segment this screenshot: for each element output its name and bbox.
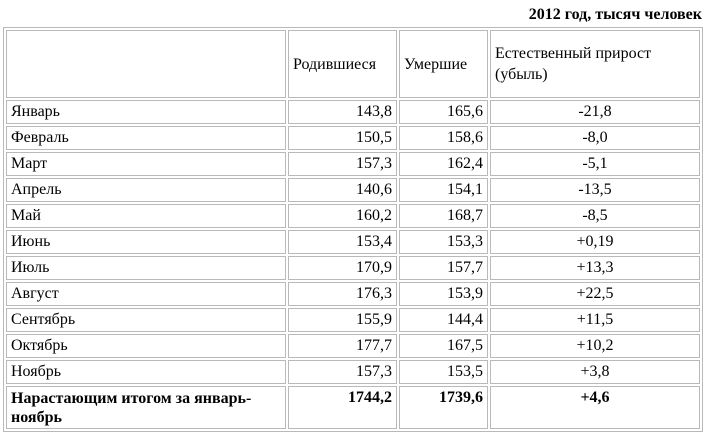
- died-cell: 158,6: [399, 126, 488, 150]
- died-cell: 144,4: [399, 308, 488, 332]
- population-table: [3, 27, 703, 432]
- header-month: [6, 30, 286, 98]
- died-cell: 157,7: [399, 256, 488, 280]
- born-cell: 176,3: [288, 282, 397, 306]
- growth-cell: +13,3: [490, 256, 700, 280]
- growth-cell: +3,8: [490, 360, 700, 384]
- born-cell: 160,2: [288, 204, 397, 228]
- month-cell: Апрель: [6, 178, 286, 202]
- born-cell: 140,6: [288, 178, 397, 202]
- died-cell: 168,7: [399, 204, 488, 228]
- total-died: 1739,6: [399, 386, 488, 429]
- growth-cell: -13,5: [490, 178, 700, 202]
- died-cell: 167,5: [399, 334, 488, 358]
- month-cell: Март: [6, 152, 286, 176]
- table-row: [6, 360, 700, 384]
- table-row: [6, 308, 700, 332]
- header-growth: Естественный прирост (убыль): [490, 30, 700, 98]
- month-cell: Ноябрь: [6, 360, 286, 384]
- born-cell: 153,4: [288, 230, 397, 254]
- growth-cell: -8,0: [490, 126, 700, 150]
- growth-cell: +11,5: [490, 308, 700, 332]
- died-cell: 153,9: [399, 282, 488, 306]
- born-cell: 143,8: [288, 100, 397, 124]
- born-cell: 150,5: [288, 126, 397, 150]
- month-cell: Август: [6, 282, 286, 306]
- total-born: 1744,2: [288, 386, 397, 429]
- died-cell: 162,4: [399, 152, 488, 176]
- month-cell: Июль: [6, 256, 286, 280]
- table-row: [6, 282, 700, 306]
- month-cell: Июнь: [6, 230, 286, 254]
- table-row: [6, 152, 700, 176]
- growth-cell: +22,5: [490, 282, 700, 306]
- died-cell: 153,3: [399, 230, 488, 254]
- died-cell: 153,5: [399, 360, 488, 384]
- born-cell: 157,3: [288, 152, 397, 176]
- growth-cell: +10,2: [490, 334, 700, 358]
- growth-cell: -21,8: [490, 100, 700, 124]
- month-cell: Январь: [6, 100, 286, 124]
- table-row: [6, 126, 700, 150]
- month-cell: Сентябрь: [6, 308, 286, 332]
- table-row: [6, 334, 700, 358]
- header-born: Родившиеся: [288, 30, 397, 98]
- growth-cell: -8,5: [490, 204, 700, 228]
- month-cell: Октябрь: [6, 334, 286, 358]
- died-cell: 165,6: [399, 100, 488, 124]
- table-row: [6, 230, 700, 254]
- table-header-row: [6, 30, 700, 98]
- month-cell: Май: [6, 204, 286, 228]
- table-row: [6, 178, 700, 202]
- total-row: [6, 386, 700, 429]
- month-cell: Февраль: [6, 126, 286, 150]
- total-growth: +4,6: [490, 386, 700, 429]
- born-cell: 155,9: [288, 308, 397, 332]
- header-died: Умершие: [399, 30, 488, 98]
- born-cell: 170,9: [288, 256, 397, 280]
- table-row: [6, 204, 700, 228]
- table-row: [6, 256, 700, 280]
- growth-cell: +0,19: [490, 230, 700, 254]
- born-cell: 157,3: [288, 360, 397, 384]
- growth-cell: -5,1: [490, 152, 700, 176]
- table-caption: 2012 год, тысяч человек: [528, 6, 702, 23]
- born-cell: 177,7: [288, 334, 397, 358]
- total-label: Нарастающим итогом за январь-ноябрь: [6, 386, 286, 429]
- died-cell: 154,1: [399, 178, 488, 202]
- table-row: [6, 100, 700, 124]
